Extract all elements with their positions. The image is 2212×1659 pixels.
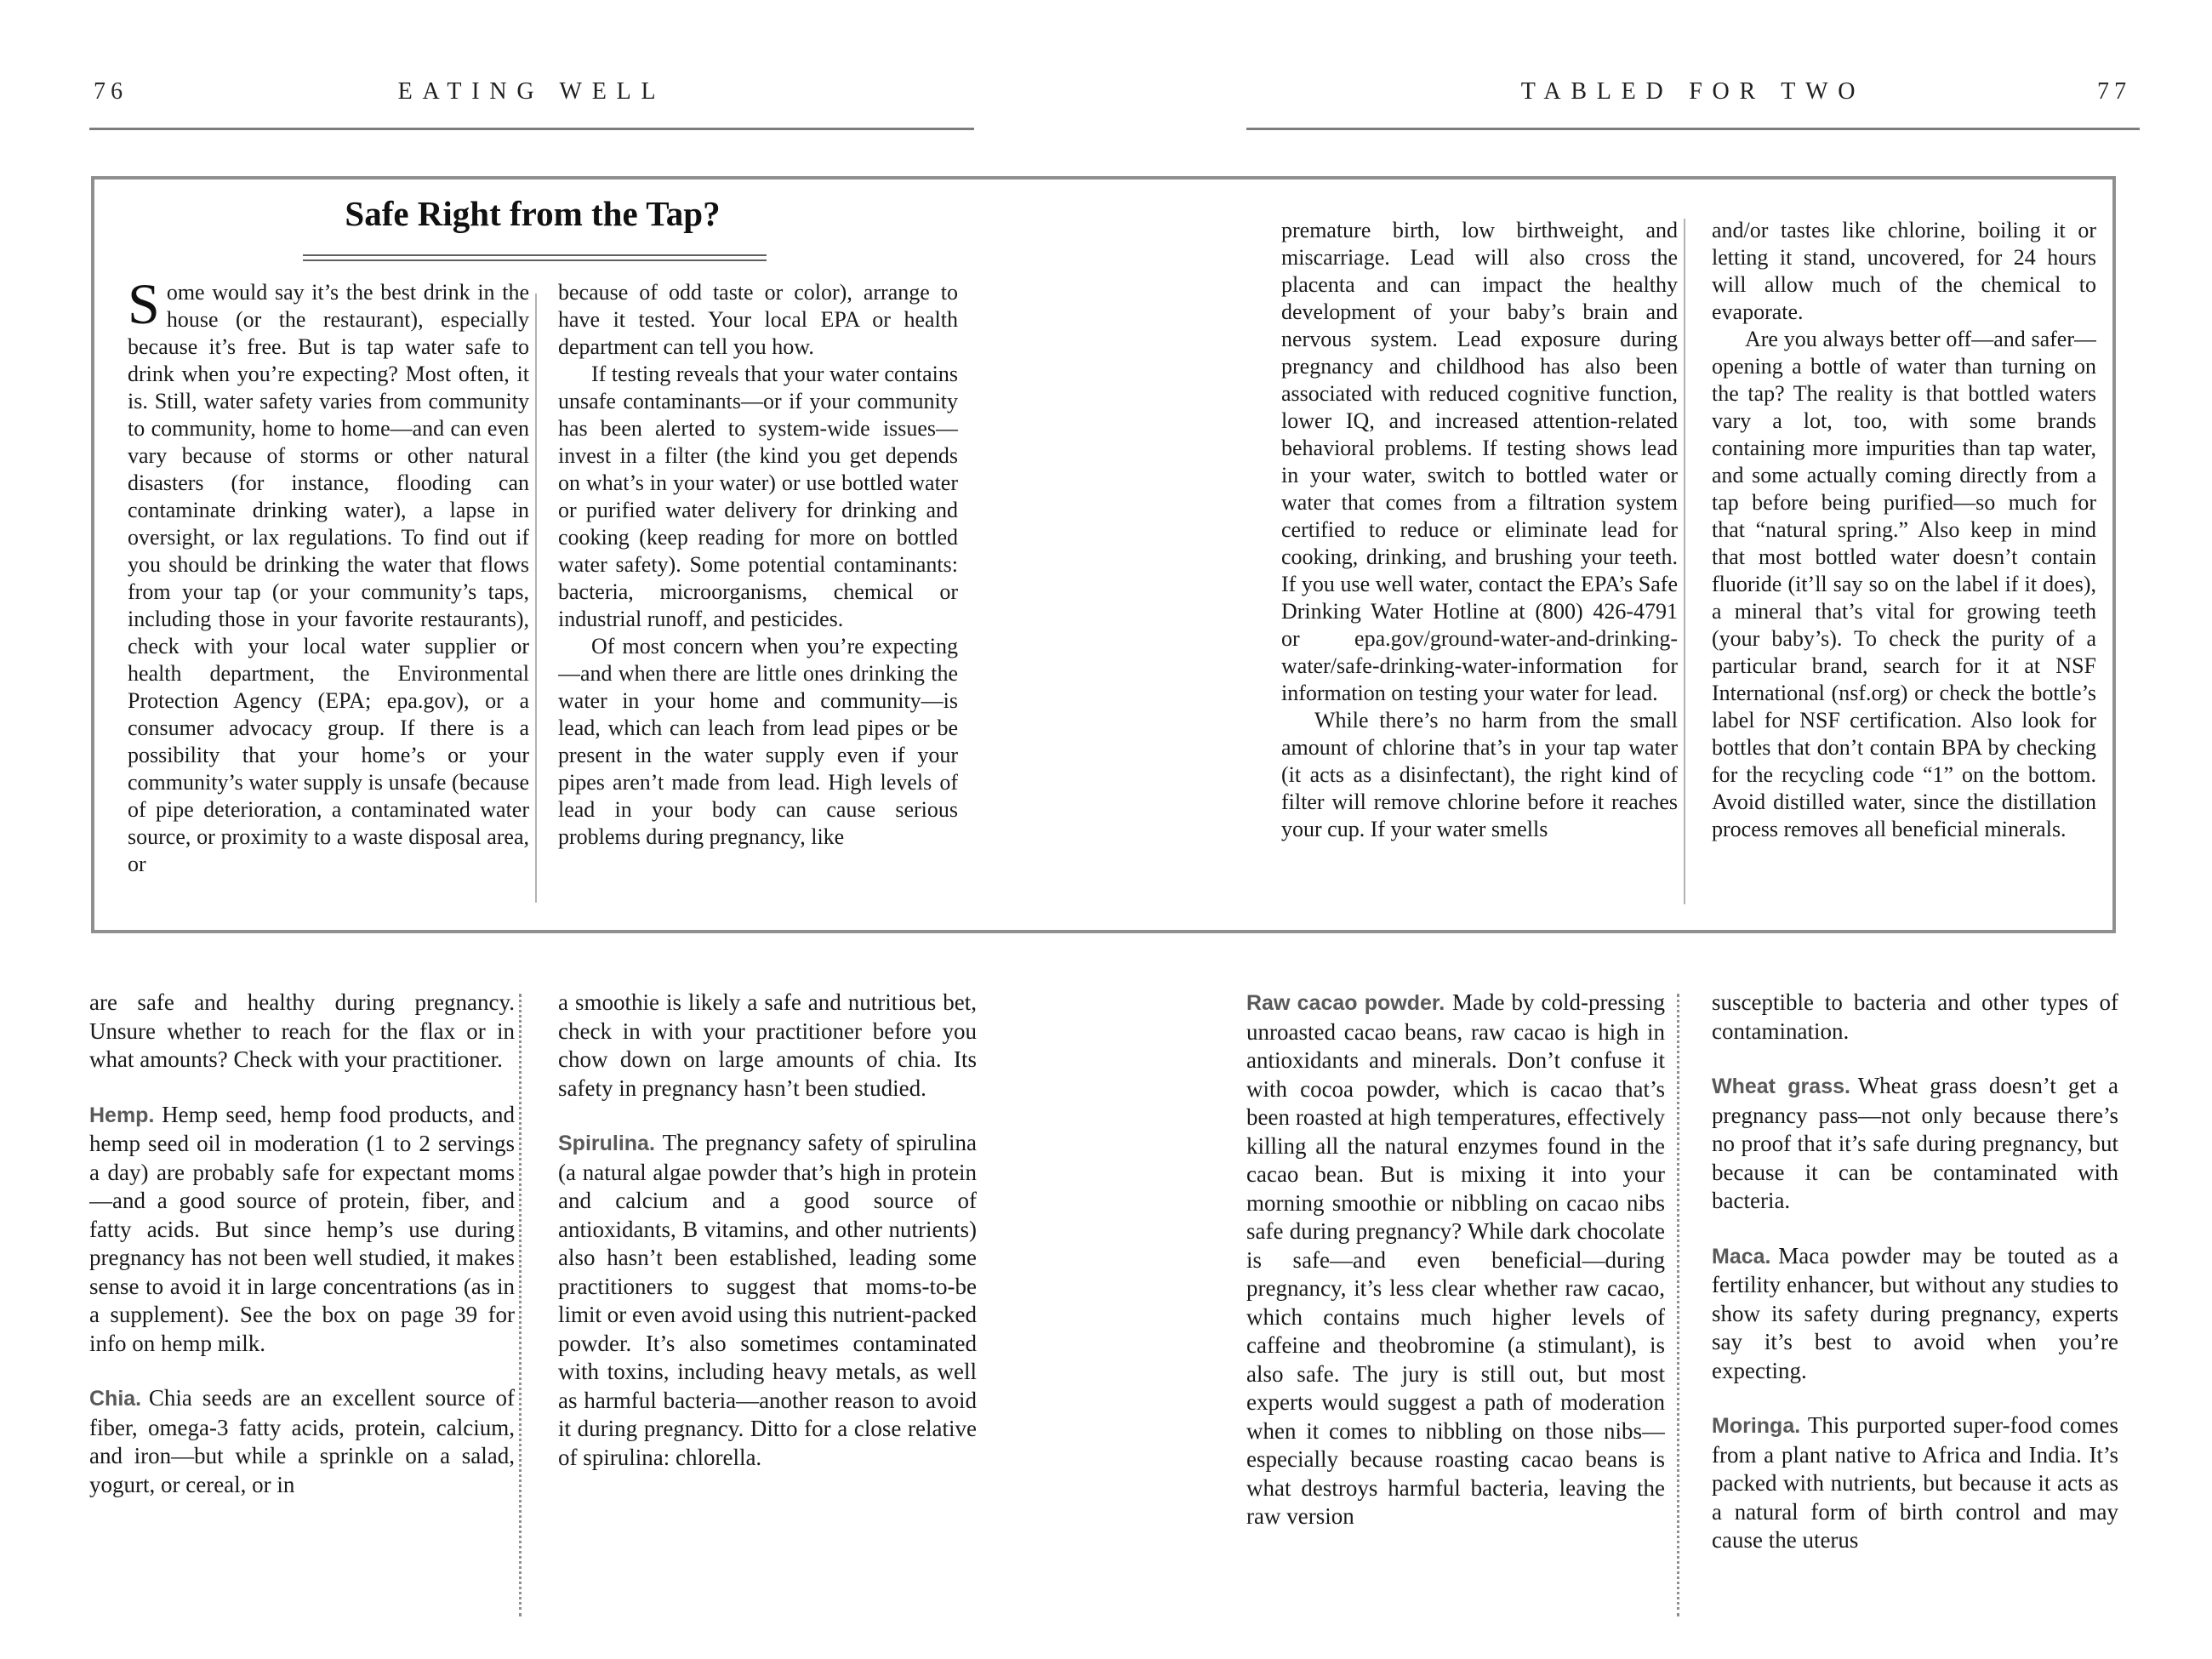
title-double-rule <box>303 254 767 261</box>
supplement-label-hemp: Hemp. <box>89 1103 155 1127</box>
supplement-column-2 <box>558 989 977 1472</box>
supplement-column-1 <box>89 989 515 1499</box>
supplement-label-moringa: Moringa. <box>1712 1414 1801 1438</box>
supplement-label-spirulina: Spirulina. <box>558 1132 655 1155</box>
supplement-paragraph <box>1712 1411 2118 1555</box>
box-paragraph: premature birth, low birthweight, and miscarriage. Lead will also cross the placenta and can impact the healthy development of your baby’s brain and nervous system. Lead exposure during pregnancy and childhood has also been associated with reduced cognitive function, lower IQ, and increased attention-related behavioral problems. If testing shows lead in your water, switch to bottled water or water that comes from a filtration system certified to reduce or eliminate lead for cooking, drinking, and brushing your teeth. If you use well water, contact the EPA’s Safe Drinking Water Hotline at (800) 426-4791 or epa.gov/ground-water-and-drinking-water/safe-drinking-water-information for information on testing your water for lead. <box>1281 218 1678 705</box>
supplement-paragraph <box>1712 989 2118 1046</box>
running-head-left: EATING WELL <box>397 78 666 105</box>
supplement-text: a smoothie is likely a safe and nutritious bet, check in with your practitioner before you chow down on large amounts of chia. Its safety in pregnancy hasn’t been studied. <box>558 989 977 1101</box>
supplement-column-4 <box>1712 989 2118 1555</box>
supplement-text: Maca powder may be touted as a fertility enhancer, but without any studies to show its safety during pregnancy, experts say it’s best to avoid when you’re expecting. <box>1712 1242 2118 1383</box>
box-column-1 <box>128 279 529 878</box>
supplement-paragraph <box>558 989 977 1103</box>
box-column-separator-right <box>1684 219 1685 904</box>
supplement-label-raw-cacao: Raw cacao powder. <box>1246 991 1445 1015</box>
supplement-label-wheat-grass: Wheat grass. <box>1712 1075 1850 1098</box>
supplement-text: This purported super-food comes from a plant native to Africa and India. It’s packed with nutrients, but because it acts as a natural form of birth control and may cause the uterus <box>1712 1412 2118 1553</box>
supplement-text: Wheat grass doesn’t get a pregnancy pass—not only because there’s no proof that it’s safe during pregnancy, but because it can be contaminated with bacteria. <box>1712 1073 2118 1213</box>
feature-box-title: Safe Right from the Tap? <box>345 194 721 233</box>
supplement-label-maca: Maca. <box>1712 1244 1771 1268</box>
dotted-column-separator-right <box>1677 994 1679 1616</box>
supplement-paragraph <box>558 1129 977 1472</box>
page-number-right: 77 <box>2097 78 2132 105</box>
box-paragraph: Of most concern when you’re expecting—and when there are little ones drinking the water in your home and community—is lead, which can leach from lead pipes or be present in the water supply even if your pipes aren’t made from lead. High levels of lead in your body can cause serious problems during pregnancy, like <box>558 634 958 849</box>
drop-cap: S <box>128 279 160 336</box>
box-paragraph-text: ome would say it’s the best drink in the house (or the restaurant), especially because it’s free. But is tap water safe to drink when you’re expecting? Most often, it is. Still, water safety varies from community to community, home to home—and can even vary because of storms or other natural disasters (for instance, flooding can contaminate drinking water), a lapse in oversight, or lax regulations. To find out if you should be drinking the water that flows from your tap (or your community’s taps, including those in your favorite restaurants), check with your local water supplier or health department, the Environmental Protection Agency (EPA; epa.gov), or a consumer advocacy group. If there is a possibility that your home’s or your community’s water supply is unsafe (because of pipe deterioration, a contaminated water source, or proximity to a waste disposal area, or <box>128 280 529 876</box>
supplement-text: Made by cold-pressing unroasted cacao beans, raw cacao is high in antioxidants and minerals. Don’t confuse it with cocoa powder, which is cacao that’s been roasted at high temperatures, effectively killing all the natural enzymes found in the cacao bean. But is mixing it into your morning smoothie or nibbling on cacao nibs safe during pregnancy? While dark chocolate is safe—and even beneficial—during pregnancy, it’s less clear whether raw cacao, which contains much higher levels of caffeine and theobromine (a stimulant), is also safe. The jury is still out, but most experts would suggest a path of moderation when it comes to nibbling on those nibs—especially because roasting cacao beans is what destroys harmful bacteria, leaving the raw version <box>1246 989 1665 1529</box>
supplement-text: susceptible to bacteria and other types of contamination. <box>1712 989 2118 1044</box>
feature-box-safe-tap <box>91 176 2116 933</box>
box-paragraph: Are you always better off—and safer—opening a bottle of water than turning on the tap? The reality is that bottled waters vary a lot, too, with some brands containing more impurities than tap water, and some actually coming directly from a tap before being purified—so much for that “natural spring.” Also keep in mind that most bottled water doesn’t contain fluoride (it’ll say so on the label if it does), a mineral that’s vital for growing teeth (your baby’s). To check the purity of a particular brand, search for it at NSF International (nsf.org) or check the bottle’s label for NSF certification. Also look for bottles that don’t contain BPA by checking for the recycling code “1” on the bottom. Avoid distilled water, since the distillation process removes all beneficial minerals. <box>1712 327 2096 841</box>
supplement-column-3 <box>1246 989 1665 1531</box>
header-rule-left <box>89 128 974 130</box>
box-paragraph: If testing reveals that your water contains unsafe contaminants—or if your community has been alerted to system-wide issues—invest in a filter (the kind you get depends on what’s in your water) or use bottled water or purified water delivery for drinking and cooking (keep reading for more on bottled water safety). Some potential contaminants: bacteria, microorganisms, chemical or industrial runoff, and pesticides. <box>558 362 958 631</box>
box-paragraph <box>128 279 529 878</box>
header-rule-right <box>1246 128 2140 130</box>
supplement-paragraph <box>1246 989 1665 1531</box>
page-number-left: 76 <box>94 78 128 105</box>
supplement-paragraph <box>89 1384 515 1499</box>
running-head-right: TABLED FOR TWO <box>1520 78 1866 105</box>
box-paragraph: While there’s no harm from the small amount of chlorine that’s in your tap water (it acts as a disinfectant), the right kind of filter will remove chlorine before it reaches your cup. If your water smells <box>1281 708 1678 841</box>
supplement-paragraph <box>1712 1072 2118 1216</box>
supplement-text: Hemp seed, hemp food products, and hemp seed oil in moderation (1 to 2 servings a day) are probably safe for expectant moms—and a good source of protein, fiber, and fatty acids. But since hemp’s use during pregnancy has not been well studied, it makes sense to avoid it in large concentrations (as in a supplement). See the box on page 39 for info on hemp milk. <box>89 1101 515 1356</box>
box-column-2 <box>558 279 958 851</box>
box-column-4 <box>1712 217 2096 843</box>
supplement-text: are safe and healthy during pregnancy. Unsure whether to reach for the flax or in what amounts? Check with your practitioner. <box>89 989 515 1072</box>
box-paragraph: because of odd taste or color), arrange to have it tested. Your local EPA or health department can tell you how. <box>558 280 958 359</box>
supplement-text: The pregnancy safety of spirulina (a natural algae powder that’s high in protein and calcium and a good source of antioxidants, B vitamins, and other nutrients) also hasn’t been established, leading some practitioners to suggest that moms-to-be limit or even avoid using this nutrient-packed powder. It’s also sometimes contaminated with toxins, including heavy metals, as well as harmful bacteria—another reason to avoid it during pregnancy. Ditto for a close relative of spirulina: chlorella. <box>558 1130 977 1470</box>
supplement-paragraph <box>89 1101 515 1359</box>
box-column-separator-left <box>535 294 537 903</box>
box-paragraph: and/or tastes like chlorine, boiling it or letting it stand, uncovered, for 24 hours will allow much of the chemical to evaporate. <box>1712 218 2096 324</box>
supplement-paragraph <box>1712 1242 2118 1386</box>
supplement-label-chia: Chia. <box>89 1387 142 1411</box>
supplement-paragraph <box>89 989 515 1075</box>
box-column-3 <box>1281 217 1678 843</box>
supplement-text: Chia seeds are an excellent source of fiber, omega-3 fatty acids, protein, calcium, and iron—but while a sprinkle on a salad, yogurt, or cereal, or in <box>89 1385 515 1497</box>
dotted-column-separator-left <box>519 994 522 1616</box>
